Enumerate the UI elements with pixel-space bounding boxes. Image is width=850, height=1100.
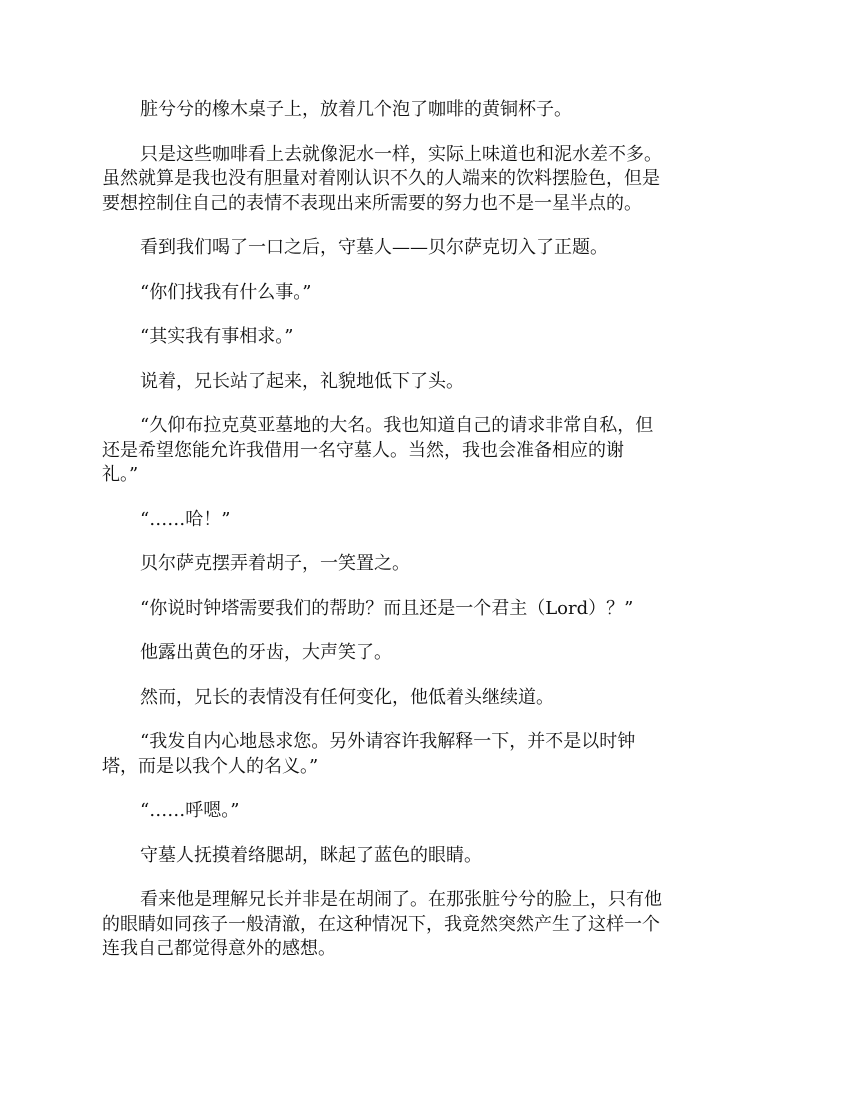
text-line: 说着，兄长站了起来，礼貌地低下了头。 (140, 370, 464, 392)
text-line: 他露出黄色的牙齿，大声笑了。 (140, 642, 392, 663)
text-line: “你说时钟塔需要我们的帮助？而且还是一个君主（Lord）？” (140, 597, 634, 619)
text-line: 虽然就算是我也没有胆量对着刚认识不久的人端来的饮料摆脸色，但是 (102, 168, 660, 189)
text-line: “……呼嗯。” (140, 800, 240, 821)
paragraph (102, 730, 748, 779)
paragraph (102, 888, 748, 962)
text-line: “……哈！” (140, 508, 231, 530)
text-line: 连我自己都觉得意外的感想。 (102, 938, 336, 959)
text-line: 要想控制住自己的表情不表现出来所需要的努力也不是一星半点的。 (102, 192, 642, 214)
paragraph (102, 236, 748, 261)
text-line: “我发自内心地恳求您。另外请容许我解释一下，并不是以时钟 (140, 731, 636, 752)
text-line: 还是希望您能允许我借用一名守墓人。当然，我也会准备相应的谢 (102, 439, 624, 461)
text-line: 看到我们喝了一口之后，守墓人——贝尔萨克切入了正题。 (140, 237, 608, 258)
paragraph (102, 844, 748, 869)
paragraph (102, 98, 748, 123)
paragraph (102, 597, 748, 622)
text-line: 只是这些咖啡看上去就像泥水一样，实际上味道也和泥水差不多。 (140, 143, 662, 165)
paragraph (102, 370, 748, 395)
paragraph (102, 552, 748, 577)
paragraph (102, 508, 748, 533)
text-line: 看来他是理解兄长并非是在胡闹了。在那张脏兮兮的脸上，只有他 (140, 889, 662, 910)
paragraph (102, 686, 748, 711)
text-line: 然而，兄长的表情没有任何变化，他低着头继续道。 (140, 686, 554, 708)
paragraph (102, 325, 748, 350)
text-line: 的眼睛如同孩子一般清澈，在这种情况下，我竟然突然产生了这样一个 (102, 913, 660, 935)
text-line: “你们找我有什么事。” (140, 281, 312, 303)
paragraph (102, 414, 748, 488)
text-line: 守墓人抚摸着络腮胡，眯起了蓝色的眼睛。 (140, 844, 482, 866)
paragraph (102, 281, 748, 306)
text-line: 礼。” (102, 464, 139, 485)
text-line: 贝尔萨克摆弄着胡子，一笑置之。 (140, 553, 410, 574)
paragraph (102, 799, 748, 824)
text-line: 塔，而是以我个人的名义。” (102, 755, 319, 777)
text-line: “其实我有事相求。” (140, 326, 294, 347)
text-line: 脏兮兮的橡木桌子上，放着几个泡了咖啡的黄铜杯子。 (140, 99, 572, 120)
text-line: “久仰布拉克莫亚墓地的大名。我也知道自己的请求非常自私，但 (140, 415, 654, 436)
paragraph (102, 641, 748, 666)
paragraph (102, 143, 748, 217)
